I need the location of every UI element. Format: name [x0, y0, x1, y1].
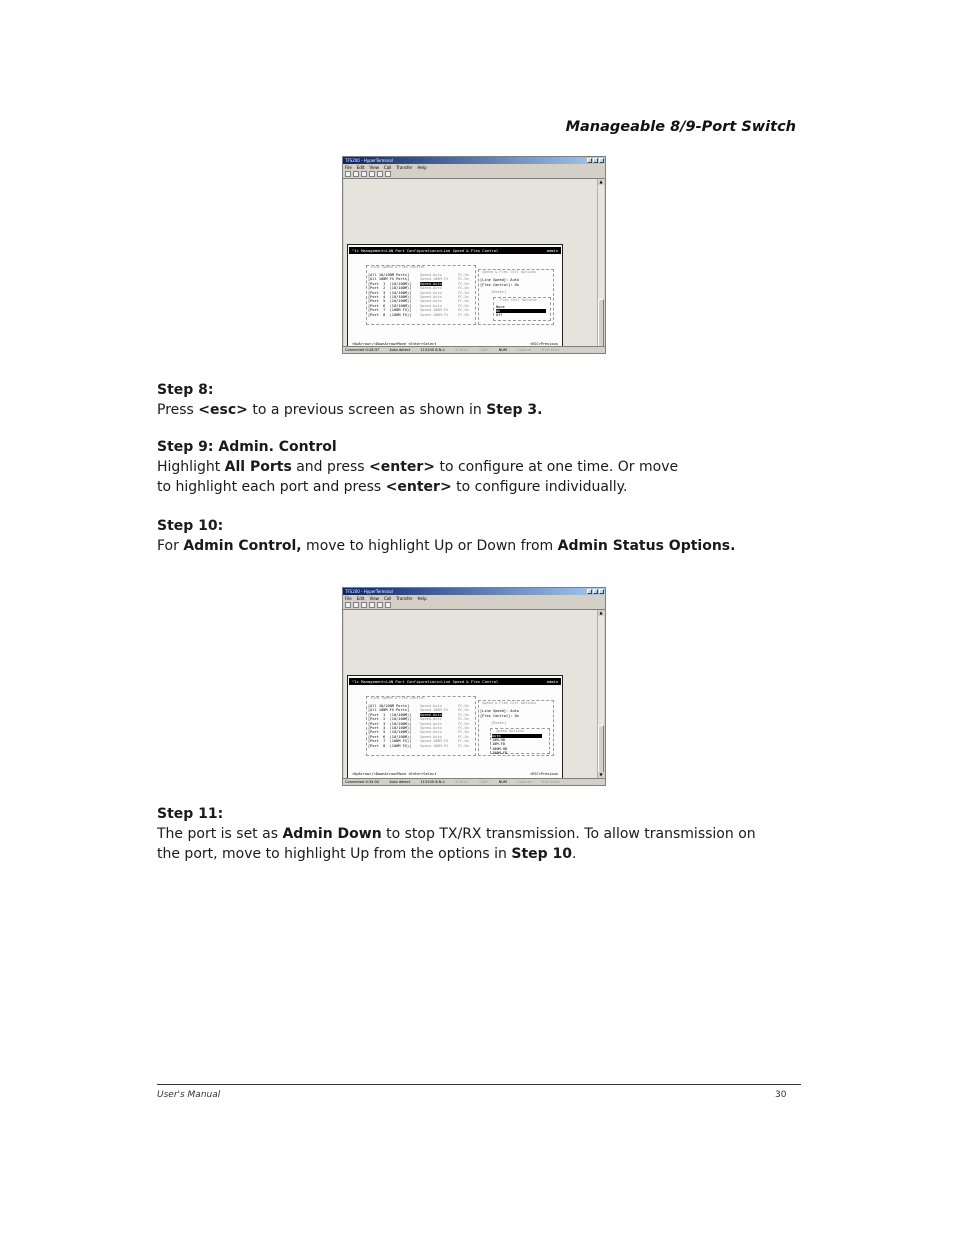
port-row-speed[interactable]: Speed-100M-FX: [420, 312, 449, 317]
terminal-footer-nav: <UpArrow>/<DownArrow>Move <Enter>Select: [352, 772, 437, 776]
port-row-name[interactable]: [Port 5 (10/100M)]: [368, 730, 412, 735]
step-8-text: Press <esc> to a previous screen as shown in Step 3.: [157, 402, 543, 418]
terminal-title: ^Ic Management>LAN Port Configurations>Line Speed & Flex Control: [352, 248, 499, 253]
port-row-speed[interactable]: Speed-Auto: [420, 712, 442, 717]
port-row-speed[interactable]: Speed-Auto: [420, 730, 442, 735]
port-row-fc[interactable]: FC-On: [458, 734, 469, 739]
port-row-fc[interactable]: FC-On: [458, 290, 469, 295]
port-row-fc[interactable]: FC-On: [458, 726, 469, 730]
status-scroll: SCROLL: [455, 348, 470, 352]
footer-divider: [157, 1084, 801, 1085]
port-row-fc[interactable]: FC-On: [458, 712, 469, 717]
footer-page-number: 30: [775, 1090, 787, 1100]
toolbar: [343, 601, 605, 610]
port-row-fc[interactable]: FC-On: [458, 273, 469, 277]
port-row-fc[interactable]: FC-On: [458, 721, 469, 726]
toolbar: [343, 170, 605, 179]
terminal-footer-esc: <ESC>Previous: [529, 342, 558, 346]
step-11: [157, 804, 782, 864]
step-11-text: The port is set as Admin Down to stop TX/RX transmission. To allow transmission on the port, move to highlight Up from the options in Step 10.: [157, 826, 756, 862]
status-baud: 115200 8-N-1: [420, 348, 446, 352]
new-icon[interactable]: [345, 602, 351, 608]
minimize-icon[interactable]: [587, 589, 592, 594]
port-row-speed[interactable]: Speed-100M-FX: [420, 308, 449, 313]
menu-transfer[interactable]: Transfer: [396, 164, 413, 170]
terminal-title-bar: [349, 247, 561, 254]
port-row-name[interactable]: [Port 6 (10/100M)]: [368, 303, 412, 308]
port-row-name[interactable]: [Port 5 (10/100M)]: [368, 299, 412, 304]
scrollbar-thumb[interactable]: [598, 725, 604, 775]
flex-control-field[interactable]: [Flex Control]: On: [480, 714, 519, 718]
window-title: TFS200 - HyperTerminal: [345, 158, 393, 163]
sub-option-item[interactable]: 10M-FD: [492, 742, 505, 747]
port-row-name[interactable]: [Port 8 (100M FX)]: [368, 743, 412, 748]
scroll-up-icon[interactable]: ▲: [599, 610, 603, 615]
menu-help[interactable]: Help: [417, 595, 427, 601]
disconnect-icon[interactable]: [369, 602, 375, 608]
port-row-fc[interactable]: FC-On: [458, 717, 469, 722]
status-detect: Auto detect: [389, 780, 411, 784]
menu-file[interactable]: File: [345, 595, 352, 601]
menu-view[interactable]: View: [369, 164, 379, 170]
port-row-name[interactable]: [Port 2 (10/100M)]: [368, 717, 412, 722]
port-row-fc[interactable]: FC-On: [458, 743, 469, 748]
status-print-echo: Print echo: [541, 780, 560, 784]
port-row-name[interactable]: [Port 6 (10/100M)]: [368, 734, 412, 739]
status-baud: 115200 8-N-1: [420, 780, 446, 784]
menu-edit[interactable]: Edit: [356, 164, 365, 170]
maximize-icon[interactable]: [593, 589, 598, 594]
line-speed-field[interactable]: [Line Speed]: Auto: [480, 278, 519, 282]
reset-field[interactable]: [Reset]: [491, 290, 507, 294]
open-icon[interactable]: [353, 602, 359, 608]
terminal-title: ^Ic Management>LAN Port Configurations>Line Speed & Flex Control: [352, 679, 499, 684]
sub-option-item[interactable]: 10M-HD: [492, 738, 505, 743]
port-row-speed[interactable]: Speed-100M-FX: [420, 277, 449, 282]
port-row-fc[interactable]: FC-On: [458, 704, 469, 708]
terminal-user: admin: [546, 248, 558, 253]
status-print-echo: Print echo: [541, 348, 560, 352]
port-row-speed[interactable]: Speed-Auto: [420, 286, 442, 291]
window-titlebar: [343, 588, 605, 595]
screenshot-hyperterminal-1: [342, 156, 606, 354]
port-row-speed[interactable]: Speed-Auto: [420, 273, 442, 277]
terminal-footer: [350, 772, 560, 777]
port-row-speed[interactable]: Speed-Auto: [420, 717, 442, 722]
port-row-fc[interactable]: FC-On: [458, 281, 469, 286]
close-icon[interactable]: [599, 158, 604, 163]
status-num: NUM: [498, 780, 508, 784]
vertical-scrollbar[interactable]: [597, 610, 604, 778]
port-row-fc[interactable]: FC-On: [458, 708, 469, 713]
close-icon[interactable]: [599, 589, 604, 594]
scroll-up-icon[interactable]: ▲: [599, 179, 603, 184]
port-row-name[interactable]: [Port 3 (10/100M)]: [368, 721, 412, 726]
statusbar: [343, 778, 605, 785]
port-row-name[interactable]: [Port 8 (100M FX)]: [368, 312, 412, 317]
port-row-fc[interactable]: FC-On: [458, 295, 469, 299]
port-row-speed[interactable]: Speed-Auto: [420, 290, 442, 295]
port-row-speed[interactable]: Speed-100M-FX: [420, 708, 449, 713]
options-title: Speed & Flex Cntl Options: [482, 701, 537, 705]
menu-view[interactable]: View: [369, 595, 379, 601]
port-row-fc[interactable]: FC-On: [458, 739, 469, 744]
status-scroll: SCROLL: [455, 780, 470, 784]
port-row-speed[interactable]: Speed-Auto: [420, 721, 442, 726]
port-row-fc[interactable]: FC-On: [458, 277, 469, 282]
maximize-icon[interactable]: [593, 158, 598, 163]
menu-file[interactable]: File: [345, 164, 352, 170]
menu-call[interactable]: Call: [383, 595, 392, 601]
status-connected: Connected 0:34:50: [345, 780, 380, 784]
port-row-name[interactable]: [All 100M FX Ports]: [368, 708, 410, 713]
step-10-heading: Step 10:: [157, 518, 224, 534]
panel-title: Line Speed & Flex Control: [371, 265, 426, 269]
menu-call[interactable]: Call: [383, 164, 392, 170]
step-8-heading: Step 8:: [157, 382, 214, 398]
sub-option-item[interactable]: 100M-FD: [492, 750, 508, 755]
port-row-fc[interactable]: FC-On: [458, 299, 469, 304]
terminal-screen: [347, 675, 563, 780]
port-row-speed[interactable]: Speed-Auto: [420, 303, 442, 308]
send-icon[interactable]: [377, 602, 383, 608]
terminal-screen: [347, 244, 563, 350]
port-row-name[interactable]: [Port 7 (100M FX)]: [368, 739, 412, 744]
status-capture: Capture: [517, 348, 532, 352]
status-capture: Capture: [517, 780, 532, 784]
sub-option-item[interactable]: Off: [496, 313, 503, 318]
properties-icon[interactable]: [385, 602, 391, 608]
status-connected: Connected 0:28:37: [345, 348, 380, 352]
step-11-heading: Step 11:: [157, 806, 224, 822]
step-9-heading: Step 9: Admin. Control: [157, 439, 337, 455]
sub-options-title: Flex Cntl Options: [500, 298, 537, 302]
properties-icon[interactable]: [385, 171, 391, 177]
terminal-footer-nav: <UpArrow>/<DownArrow>Move <Enter>Select: [352, 342, 437, 346]
options-title: Speed & Flex Cntl Options: [482, 270, 537, 274]
menu-edit[interactable]: Edit: [356, 595, 365, 601]
window-title: TFS200 - HyperTerminal: [345, 589, 393, 594]
port-row-speed[interactable]: Speed-100M-FX: [420, 739, 449, 744]
port-row-speed[interactable]: Speed-Auto: [420, 726, 442, 730]
new-icon[interactable]: [345, 171, 351, 177]
port-row-name[interactable]: [Port 3 (10/100M)]: [368, 290, 412, 295]
scroll-down-icon[interactable]: ▼: [599, 772, 603, 777]
port-row-speed[interactable]: Speed-Auto: [420, 299, 442, 304]
port-row-name[interactable]: [Port 4 (10/100M)]: [368, 726, 412, 730]
step-10-text: For Admin Control, move to highlight Up or Down from Admin Status Options.: [157, 538, 736, 554]
status-detect: Auto detect: [389, 348, 411, 352]
status-caps: CAPS: [479, 780, 489, 784]
send-icon[interactable]: [377, 171, 383, 177]
step-8: [157, 380, 797, 420]
footer-manual-label: User's Manual: [157, 1090, 221, 1100]
menu-help[interactable]: Help: [417, 164, 427, 170]
sub-option-item[interactable]: Auto: [492, 734, 542, 738]
statusbar: [343, 346, 605, 353]
status-caps: CAPS: [479, 348, 489, 352]
sub-options-title: Speed Options: [496, 729, 525, 733]
reset-field[interactable]: [Reset]: [491, 721, 507, 725]
menu-transfer[interactable]: Transfer: [396, 595, 413, 601]
port-row-fc[interactable]: FC-On: [458, 303, 469, 308]
terminal-user: admin: [546, 679, 558, 684]
port-row-name[interactable]: [All 10/100M Ports]: [368, 273, 410, 277]
line-speed-field[interactable]: [Line Speed]: Auto: [480, 709, 519, 713]
port-row-name[interactable]: [All 100M FX Ports]: [368, 277, 410, 282]
terminal-footer-esc: <ESC>Previous: [529, 772, 558, 776]
port-row-speed[interactable]: Speed-Auto: [420, 734, 442, 739]
sub-option-item[interactable]: On: [496, 309, 546, 313]
status-num: NUM: [498, 348, 508, 352]
port-row-speed[interactable]: Speed-Auto: [420, 704, 442, 708]
port-row-fc[interactable]: FC-On: [458, 286, 469, 291]
step-10: [157, 516, 797, 556]
sub-option-item[interactable]: 100M-HD: [492, 746, 508, 751]
sub-option-item[interactable]: None: [496, 305, 505, 309]
port-row-fc[interactable]: FC-On: [458, 308, 469, 313]
phone-icon[interactable]: [361, 602, 367, 608]
port-row-speed[interactable]: Speed-100M-FX: [420, 743, 449, 748]
port-row-speed[interactable]: Speed-Auto: [420, 281, 442, 286]
vertical-scrollbar[interactable]: [597, 179, 604, 346]
port-row-name[interactable]: [Port 7 (100M FX)]: [368, 308, 412, 313]
port-row-fc[interactable]: FC-On: [458, 312, 469, 317]
flex-control-field[interactable]: [Flex Control]: On: [480, 283, 519, 287]
step-9: [157, 437, 687, 497]
phone-icon[interactable]: [361, 171, 367, 177]
port-row-name[interactable]: [Port 2 (10/100M)]: [368, 286, 412, 291]
minimize-icon[interactable]: [587, 158, 592, 163]
port-row-name[interactable]: [Port 4 (10/100M)]: [368, 295, 412, 299]
panel-title: Line Speed & Flex Control: [371, 696, 426, 700]
port-row-name[interactable]: [Port 1 (10/100M)]: [368, 712, 412, 717]
window-titlebar: [343, 157, 605, 164]
screenshot-hyperterminal-2: [342, 587, 606, 786]
page-header-title: Manageable 8/9-Port Switch: [565, 119, 796, 135]
terminal-title-bar: [349, 678, 561, 685]
port-row-speed[interactable]: Speed-Auto: [420, 295, 442, 299]
open-icon[interactable]: [353, 171, 359, 177]
port-row-name[interactable]: [All 10/100M Ports]: [368, 704, 410, 708]
port-row-name[interactable]: [Port 1 (10/100M)]: [368, 281, 412, 286]
disconnect-icon[interactable]: [369, 171, 375, 177]
port-row-fc[interactable]: FC-On: [458, 730, 469, 735]
step-9-text: Highlight All Ports and press <enter> to configure at one time. Or move to highlight each port and press <enter> to configure individually.: [157, 459, 679, 495]
scrollbar-thumb[interactable]: [598, 299, 604, 349]
